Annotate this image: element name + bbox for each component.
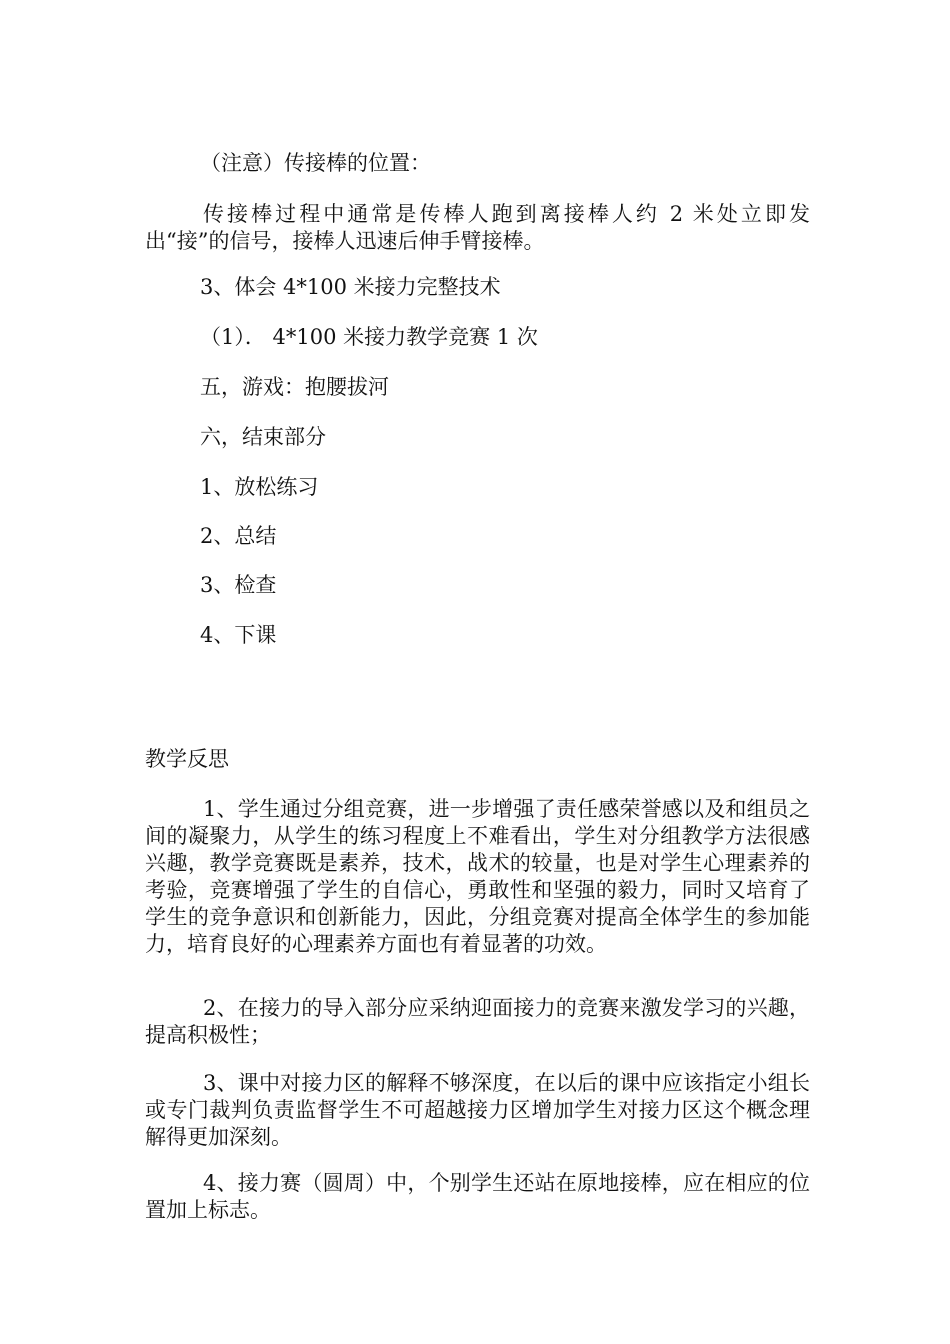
item-3-1: （1）． 4*100 米接力教学竞赛 1 次 — [200, 325, 538, 349]
end-item-4: 4、下课 — [200, 623, 277, 647]
item-3: 3、体会 4*100 米接力完整技术 — [200, 275, 501, 299]
reflection-paragraph-3: 3、课中对接力区的解释不够深度，在以后的课中应该指定小组长或专门裁判负责监督学生不可超越接力区增加学生对接力区这个概念理解得更加深刻。 — [145, 1071, 810, 1149]
part-6-heading: 六，结束部分 — [200, 425, 326, 449]
end-item-1: 1、放松练习 — [200, 475, 319, 499]
reflection-title: 教学反思 — [145, 747, 229, 771]
reflection-paragraph-2: 2、在接力的导入部分应采纳迎面接力的竞赛来激发学习的兴趣，提高积极性； — [145, 996, 810, 1047]
part-5-heading: 五，游戏：抱腰拔河 — [200, 375, 389, 399]
reflection-paragraph-1: 1、学生通过分组竞赛，进一步增强了责任感荣誉感以及和组员之间的凝聚力，从学生的练习程度上不难看出，学生对分组教学方法很感兴趣，教学竞赛既是素养，技术，战术的较量，也是对学生心理素养的考验，竞赛增强了学生的自信心，勇敢性和坚强的毅力，同时又培育了学生的竞争意识和创新能力，因此，分组竞赛对提高全体学生的参加能力，培育良好的心理素养方面也有着显著的功效。 — [145, 797, 810, 956]
end-item-2: 2、总结 — [200, 524, 277, 548]
note-body: 传接棒过程中通常是传棒人跑到离接棒人约 2 米处立即发出“接”的信号，接棒人迅速后伸手臂接棒。 — [145, 202, 810, 253]
reflection-paragraph-4: 4、接力赛（圆周）中，个别学生还站在原地接棒，应在相应的位置加上标志。 — [145, 1171, 810, 1222]
note-title: （注意）传接棒的位置： — [200, 151, 431, 175]
end-item-3: 3、检查 — [200, 573, 277, 597]
